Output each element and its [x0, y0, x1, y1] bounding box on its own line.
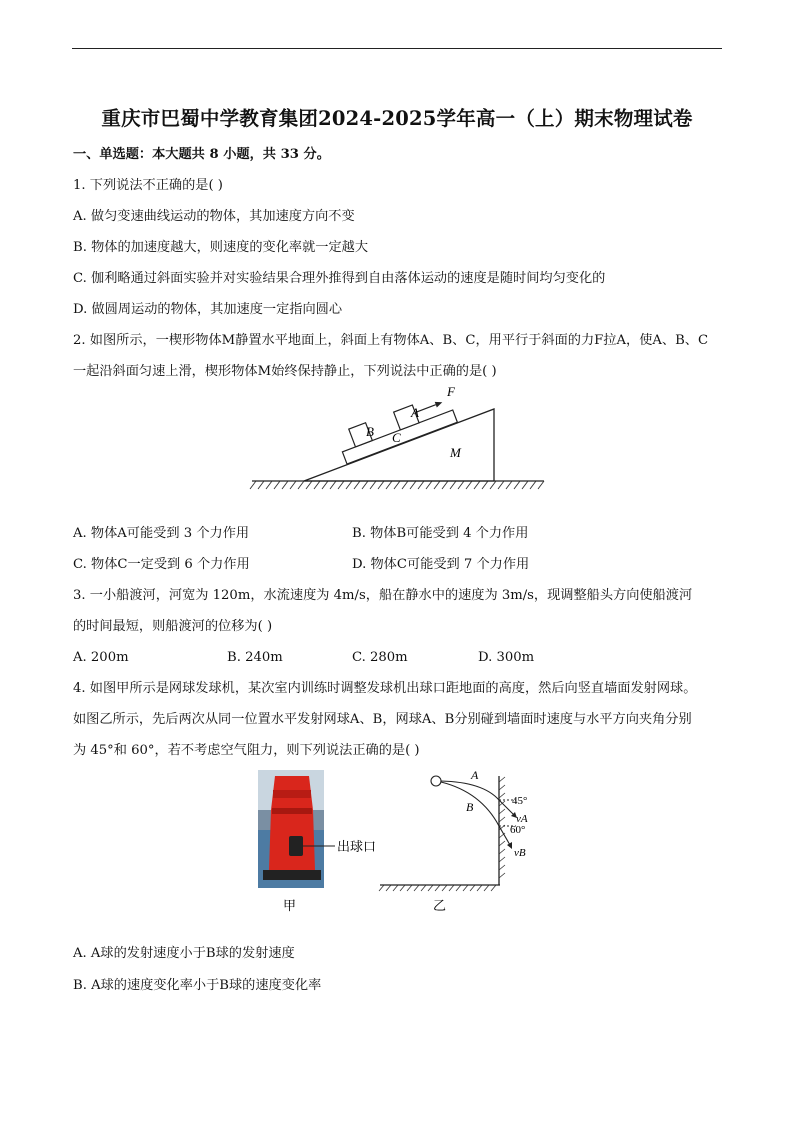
label-f: F — [447, 384, 455, 399]
q4-figure-jia — [253, 770, 393, 915]
header-rule — [72, 48, 722, 49]
outlet-label: 出球口 — [337, 840, 377, 855]
q4-figure-yi — [378, 770, 548, 915]
q4-option-a: A. A球的发射速度小于B球的发射速度 — [73, 946, 295, 961]
label-traj-b: B — [466, 800, 474, 814]
q1-option-c: C. 伽利略通过斜面实验并对实验结果合理外推得到自由落体运动的速度是随时间均匀变化的 — [73, 271, 606, 286]
q4-stem-line1: 4. 如图甲所示是网球发球机，某次室内训练时调整发球机出球口距地面的高度，然后向竖直墙面发射网球。 — [73, 681, 697, 696]
q2-option-d: D. 物体C可能受到 7 个力作用 — [352, 557, 530, 572]
label-va: vA — [516, 813, 528, 825]
q2-option-a: A. 物体A可能受到 3 个力作用 — [73, 526, 250, 541]
label-b: B — [366, 424, 374, 439]
velocity-b-arrow — [499, 826, 510, 845]
q1-option-b: B. 物体的加速度越大，则速度的变化率就一定越大 — [73, 240, 369, 255]
label-vb: vB — [514, 847, 526, 859]
label-c: C — [392, 430, 401, 445]
label-traj-a: A — [471, 770, 479, 782]
trajectory-a — [441, 781, 499, 800]
label-a: A — [411, 405, 419, 420]
q3-option-c: C. 280m — [352, 650, 408, 665]
caption-yi: 乙 — [433, 899, 447, 914]
q4-stem-line3: 为 45°和 60°，若不考虑空气阻力，则下列说法正确的是( ) — [73, 743, 420, 758]
label-m: M — [450, 445, 461, 460]
q3-option-b: B. 240m — [227, 650, 283, 665]
q2-stem-line2: 一起沿斜面匀速上滑，楔形物体M始终保持静止，下列说法中正确的是( ) — [73, 364, 497, 379]
q4-option-b: B. A球的速度变化率小于B球的速度变化率 — [73, 978, 322, 993]
page-title: 重庆市巴蜀中学教育集团2024-2025学年高一（上）期末物理试卷 — [101, 107, 693, 130]
q4-stem-line2: 如图乙所示，先后两次从同一位置水平发射网球A、B，网球A、B分别碰到墙面时速度与水平方向夹角分别 — [73, 712, 692, 727]
q3-option-a: A. 200m — [73, 650, 129, 665]
q2-figure-incline — [248, 382, 548, 494]
caption-jia: 甲 — [283, 899, 297, 914]
label-angle-45: 45° — [512, 795, 528, 807]
q3-stem-line1: 3. 一小船渡河，河宽为 120m，水流速度为 4m/s，船在静水中的速度为 3m/s，现调整船头方向使船渡河 — [73, 588, 693, 603]
label-angle-60: 60° — [510, 824, 526, 836]
q1-option-a: A. 做匀变速曲线运动的物体，其加速度方向不变 — [73, 209, 355, 224]
ball-origin-shape — [431, 776, 441, 786]
q1-stem: 1. 下列说法不正确的是( ) — [73, 178, 223, 193]
q2-option-b: B. 物体B可能受到 4 个力作用 — [352, 526, 529, 541]
q3-stem-line2: 的时间最短，则船渡河的位移为( ) — [73, 619, 273, 634]
q2-stem-line1: 2. 如图所示，一楔形物体M静置水平地面上，斜面上有物体A、B、C，用平行于斜面的力F拉A，使A、B、C — [73, 333, 709, 348]
section-heading: 一、单选题：本大题共 8 小题，共 33 分。 — [73, 147, 330, 162]
q3-option-d: D. 300m — [478, 650, 535, 665]
q1-option-d: D. 做圆周运动的物体，其加速度一定指向圆心 — [73, 302, 343, 317]
q2-option-c: C. 物体C一定受到 6 个力作用 — [73, 557, 250, 572]
